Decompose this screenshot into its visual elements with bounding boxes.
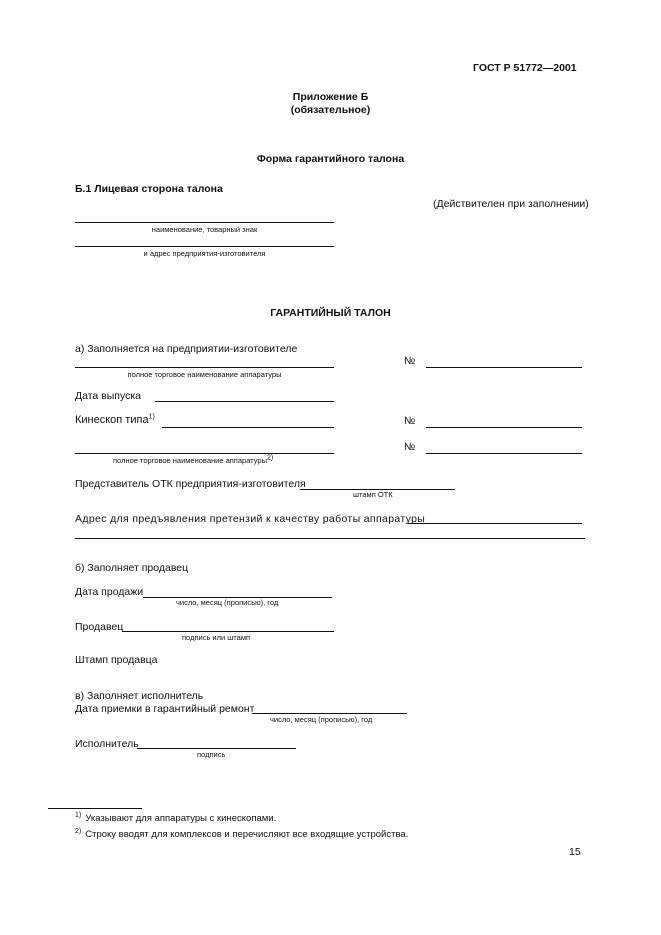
appendix-subtitle: (обязательное): [290, 104, 371, 116]
footnote-1-mark: 1): [75, 812, 82, 819]
seller-caption: подпись или штамп: [182, 633, 251, 642]
part-a-heading: а) Заполняется на предприятии-изготовителе: [75, 343, 298, 355]
seller-stamp-label: Штамп продавца: [75, 654, 158, 666]
manufacturer-name-line[interactable]: [75, 222, 334, 223]
release-date-line[interactable]: [155, 401, 334, 402]
serial-number-line-2[interactable]: [426, 427, 582, 428]
release-date-label: Дата выпуска: [75, 390, 142, 402]
page-number: 15: [569, 846, 581, 858]
claims-address-label: Адрес для предъявления претензий к качеству работы аппаратуры: [75, 513, 426, 525]
coupon-title: ГАРАНТИЙНЫЙ ТАЛОН: [270, 307, 391, 319]
manufacturer-address-line[interactable]: [75, 246, 334, 247]
device-name-caption: полное торговое наименование аппаратуры: [127, 370, 282, 379]
sale-date-caption: число, месяц (прописью), год: [176, 598, 279, 607]
number-label-2: №: [404, 415, 416, 427]
executor-label: Исполнитель: [75, 738, 139, 750]
claims-address-line-2[interactable]: [75, 538, 585, 539]
otk-representative-label: Представитель ОТК предприятия-изготовителя: [75, 478, 306, 490]
otk-stamp-caption: штамп ОТК: [353, 490, 393, 499]
executor-caption: подпись: [197, 750, 226, 759]
executor-signature-line[interactable]: [137, 748, 296, 749]
complex-name-line[interactable]: [75, 453, 334, 454]
footnote-ref-1: 1): [148, 413, 155, 421]
document-code: ГОСТ Р 51772—2001: [473, 62, 577, 74]
validity-note: (Действителен при заполнении): [433, 198, 589, 210]
receipt-date-label: Дата приемки в гарантийный ремонт: [75, 703, 255, 715]
receipt-date-caption: число, месяц (прописью), год: [270, 715, 373, 724]
receipt-date-line[interactable]: [252, 713, 407, 714]
seller-signature-line[interactable]: [122, 631, 334, 632]
serial-number-line-3[interactable]: [426, 453, 582, 454]
manufacturer-name-caption: наименование, товарный знак: [151, 225, 258, 234]
kinescope-type-line[interactable]: [162, 427, 334, 428]
seller-label: Продавец: [75, 621, 124, 633]
complex-name-caption: полное торговое наименование аппаратуры$^{2)}$: [113, 454, 274, 465]
footnote-2: $^{2)}$ Строку вводят для комплексов и перечисляют все входящие устройства.: [75, 828, 409, 840]
part-c-heading: в) Заполняет исполнитель: [75, 690, 204, 702]
part-b-heading: б) Заполняет продавец: [75, 562, 189, 574]
number-label-1: №: [404, 355, 416, 367]
section-b1-title: Б.1 Лицевая сторона талона: [75, 183, 223, 195]
footnote-separator: [48, 808, 142, 809]
footnote-ref-2: 2): [266, 454, 274, 462]
footnote-1: $^{1)}$ Указывают для аппаратуры с кинескопами.: [75, 812, 277, 824]
device-name-line[interactable]: [75, 367, 334, 368]
claims-address-line-1[interactable]: [408, 523, 582, 524]
manufacturer-address-caption: и адрес предприятия-изготовителя: [143, 249, 266, 258]
kinescope-type-label: Кинескоп типа$^{1)}$: [75, 413, 155, 426]
serial-number-line-1[interactable]: [426, 367, 582, 368]
number-label-3: №: [404, 441, 416, 453]
footnote-2-mark: 2): [75, 828, 82, 835]
appendix-title: Приложение Б: [292, 91, 369, 103]
sale-date-label: Дата продажи: [75, 586, 144, 598]
form-title: Форма гарантийного талона: [256, 153, 405, 165]
